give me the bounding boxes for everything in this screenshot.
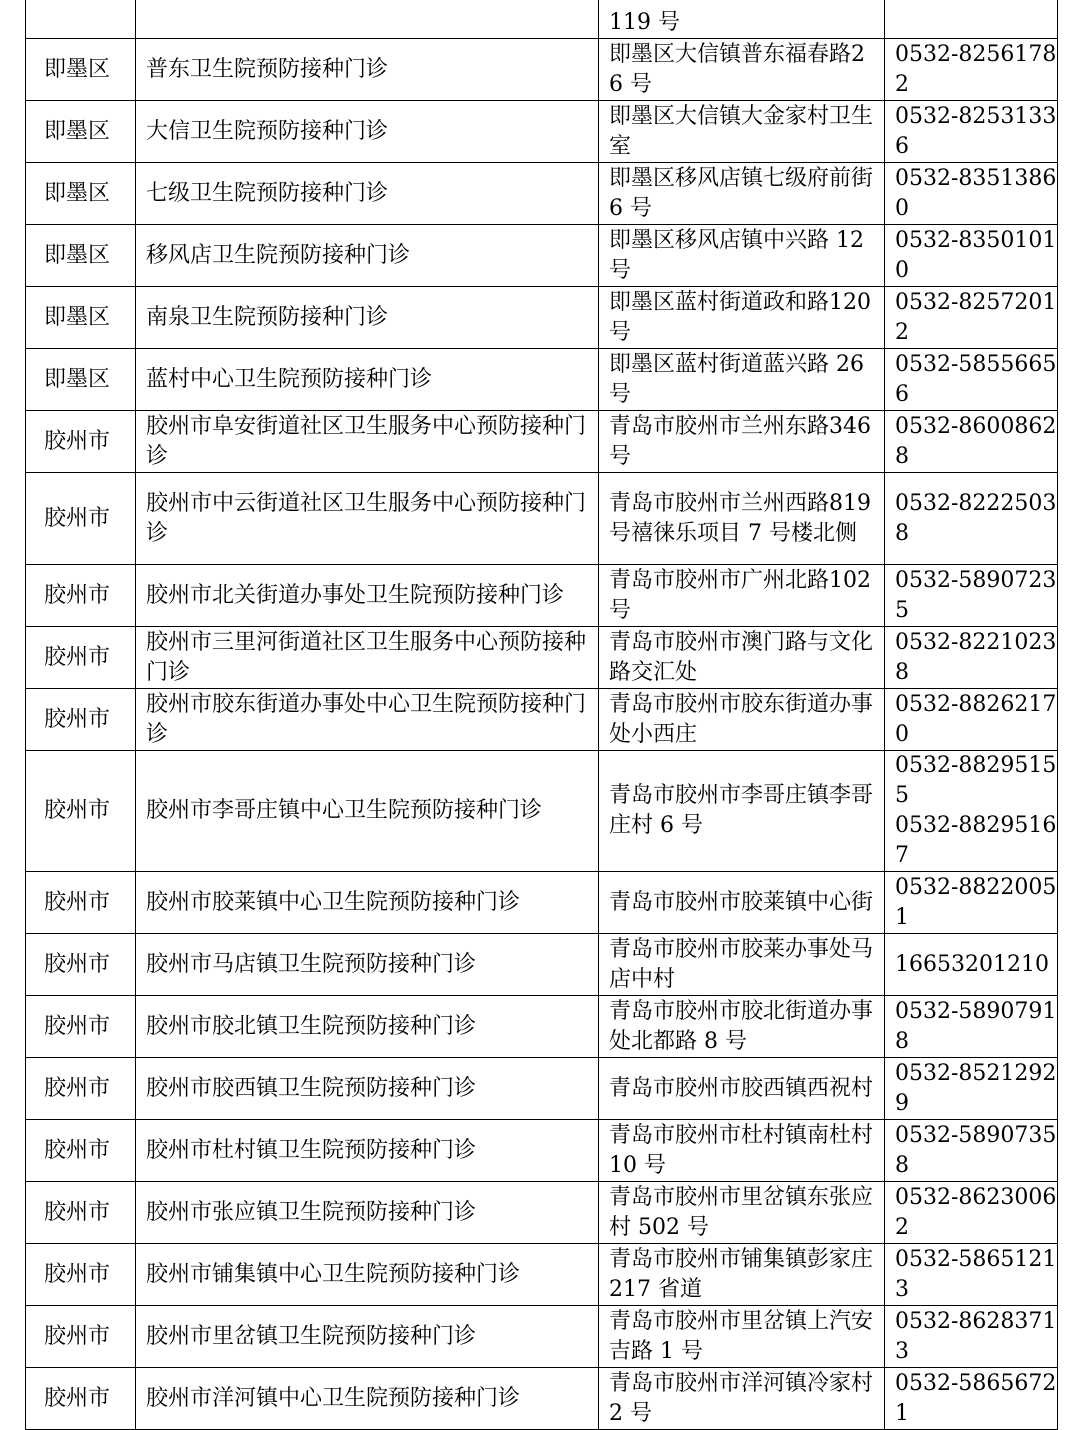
phone-cell [885,996,1058,1058]
address-cell: 青岛市胶州市洋河镇冷家村 2 号 [599,1368,885,1430]
clinic-table [25,0,1058,1430]
phone-cell [885,1306,1058,1368]
clinic-name-cell: 南泉卫生院预防接种门诊 [136,287,599,349]
phone-cell [885,565,1058,627]
phone-cell [885,872,1058,934]
phone-cell [885,0,1058,39]
phone-cell [885,751,1058,872]
address-cell: 青岛市胶州市兰州西路819 号禧徕乐项目 7 号楼北侧 [599,473,885,565]
address-cell: 青岛市胶州市铺集镇彭家庄 217 省道 [599,1244,885,1306]
district-cell [26,0,136,39]
phone-cell [885,473,1058,565]
table-row [26,751,1058,872]
phone-number: 0532-82531336 [895,103,1057,159]
clinic-name-cell: 移风店卫生院预防接种门诊 [136,225,599,287]
table-row [26,473,1058,565]
district-cell: 胶州市 [26,872,136,934]
district-cell: 即墨区 [26,39,136,101]
table-row [26,934,1058,996]
phone-cell [885,1244,1058,1306]
clinic-name-cell: 胶州市马店镇卫生院预防接种门诊 [136,934,599,996]
address-cell: 即墨区蓝村街道政和路120 号 [599,287,885,349]
district-cell: 即墨区 [26,225,136,287]
table-row [26,39,1058,101]
address-cell: 青岛市胶州市胶东街道办事处小西庄 [599,689,885,751]
table-row [26,287,1058,349]
table-row [26,101,1058,163]
phone-cell [885,349,1058,411]
address-cell: 即墨区大信镇大金家村卫生室 [599,101,885,163]
table-row [26,565,1058,627]
district-cell: 胶州市 [26,565,136,627]
table-row [26,411,1058,473]
district-cell: 即墨区 [26,101,136,163]
district-cell: 即墨区 [26,349,136,411]
address-cell: 即墨区蓝村街道蓝兴路 26号 [599,349,885,411]
address-cell: 青岛市胶州市胶北街道办事处北都路 8 号 [599,996,885,1058]
table-row [26,1120,1058,1182]
clinic-name-cell: 胶州市里岔镇卫生院预防接种门诊 [136,1306,599,1368]
table-row [26,996,1058,1058]
phone-number: 16653201210 [895,951,1049,977]
clinic-name-cell: 胶州市胶北镇卫生院预防接种门诊 [136,996,599,1058]
table-row [26,349,1058,411]
table-row [26,163,1058,225]
table-row [26,627,1058,689]
phone-number: 0532-88220051 [895,874,1057,930]
clinic-name-cell: 普东卫生院预防接种门诊 [136,39,599,101]
table-row [26,1182,1058,1244]
phone-number: 0532-86283713 [895,1308,1057,1364]
table-row [26,1368,1058,1430]
clinic-name-cell: 胶州市中云街道社区卫生服务中心预防接种门诊 [136,473,599,565]
phone-number: 0532-83501010 [895,227,1057,283]
phone-number: 0532-85212929 [895,1060,1057,1116]
phone-cell [885,627,1058,689]
address-cell: 青岛市胶州市杜村镇南杜村 10 号 [599,1120,885,1182]
phone-cell [885,411,1058,473]
address-cell: 即墨区移风店镇七级府前街 6 号 [599,163,885,225]
phone-cell [885,934,1058,996]
phone-number: 0532-58907918 [895,998,1057,1054]
phone-cell [885,287,1058,349]
phone-number: 0532-88262170 [895,691,1057,747]
district-cell: 胶州市 [26,996,136,1058]
table-row [26,689,1058,751]
phone-number: 0532-83513860 [895,165,1057,221]
phone-cell [885,39,1058,101]
district-cell: 胶州市 [26,934,136,996]
phone-cell [885,1058,1058,1120]
table-row [26,225,1058,287]
address-cell: 青岛市胶州市广州北路102 号 [599,565,885,627]
address-cell: 青岛市胶州市澳门路与文化路交汇处 [599,627,885,689]
district-cell: 胶州市 [26,1306,136,1368]
address-cell: 青岛市胶州市胶莱办事处马店中村 [599,934,885,996]
district-cell: 胶州市 [26,689,136,751]
clinic-name-cell: 七级卫生院预防接种门诊 [136,163,599,225]
phone-number: 0532-58651213 [895,1246,1057,1302]
address-cell: 青岛市胶州市里岔镇上汽安吉路 1 号 [599,1306,885,1368]
address-cell: 即墨区大信镇普东福春路26 号 [599,39,885,101]
phone-cell [885,1368,1058,1430]
address-cell: 青岛市胶州市兰州东路346 号 [599,411,885,473]
address-cell: 119 号 [599,0,885,39]
clinic-name-cell: 胶州市胶西镇卫生院预防接种门诊 [136,1058,599,1120]
district-cell: 胶州市 [26,1182,136,1244]
phone-cell [885,163,1058,225]
phone-number: 0532-58907235 [895,567,1057,623]
phone-number: 0532-86230062 [895,1184,1057,1240]
table-row [26,0,1058,39]
phone-cell [885,101,1058,163]
district-cell: 胶州市 [26,751,136,872]
district-cell: 胶州市 [26,1368,136,1430]
district-cell: 胶州市 [26,411,136,473]
clinic-name-cell: 胶州市洋河镇中心卫生院预防接种门诊 [136,1368,599,1430]
district-cell: 胶州市 [26,473,136,565]
clinic-name-cell: 胶州市杜村镇卫生院预防接种门诊 [136,1120,599,1182]
phone-number: 0532-82561782 [895,41,1057,97]
clinic-name-cell: 胶州市胶东街道办事处中心卫生院预防接种门诊 [136,689,599,751]
clinic-name-cell: 胶州市三里河街道社区卫生服务中心预防接种门诊 [136,627,599,689]
phone-number: 0532-58907358 [895,1122,1057,1178]
clinic-name-cell: 胶州市铺集镇中心卫生院预防接种门诊 [136,1244,599,1306]
phone-number: 0532-82572012 [895,289,1057,345]
district-cell: 胶州市 [26,1120,136,1182]
clinic-name-cell: 胶州市北关街道办事处卫生院预防接种门诊 [136,565,599,627]
phone-number: 0532-86008628 [895,413,1057,469]
phone-cell [885,689,1058,751]
district-cell: 即墨区 [26,287,136,349]
address-cell: 青岛市胶州市胶西镇西祝村 [599,1058,885,1120]
table-row [26,1244,1058,1306]
address-cell: 青岛市胶州市胶莱镇中心街 [599,872,885,934]
address-cell: 即墨区移风店镇中兴路 12号 [599,225,885,287]
table-row [26,1306,1058,1368]
district-cell: 即墨区 [26,163,136,225]
clinic-name-cell: 胶州市张应镇卫生院预防接种门诊 [136,1182,599,1244]
clinic-name-cell [136,0,599,39]
phone-number: 0532-58556656 [895,351,1057,407]
table-body [26,0,1058,1430]
phone-cell [885,1182,1058,1244]
phone-number: 0532-82225038 [895,490,1057,546]
phone-number: 0532-88295167 [895,813,1057,868]
table-row [26,872,1058,934]
phone-number: 0532-82210238 [895,629,1057,685]
district-cell: 胶州市 [26,1244,136,1306]
phone-number: 0532-88295155 [895,753,1057,808]
address-cell: 青岛市胶州市里岔镇东张应村 502 号 [599,1182,885,1244]
phone-cell [885,1120,1058,1182]
address-cell: 青岛市胶州市李哥庄镇李哥庄村 6 号 [599,751,885,872]
clinic-name-cell: 胶州市李哥庄镇中心卫生院预防接种门诊 [136,751,599,872]
district-cell: 胶州市 [26,1058,136,1120]
district-cell: 胶州市 [26,627,136,689]
phone-number: 0532-58656721 [895,1370,1057,1426]
clinic-name-cell: 胶州市胶莱镇中心卫生院预防接种门诊 [136,872,599,934]
clinic-name-cell: 胶州市阜安街道社区卫生服务中心预防接种门诊 [136,411,599,473]
clinic-name-cell: 蓝村中心卫生院预防接种门诊 [136,349,599,411]
clinic-name-cell: 大信卫生院预防接种门诊 [136,101,599,163]
phone-cell [885,225,1058,287]
table-row [26,1058,1058,1120]
